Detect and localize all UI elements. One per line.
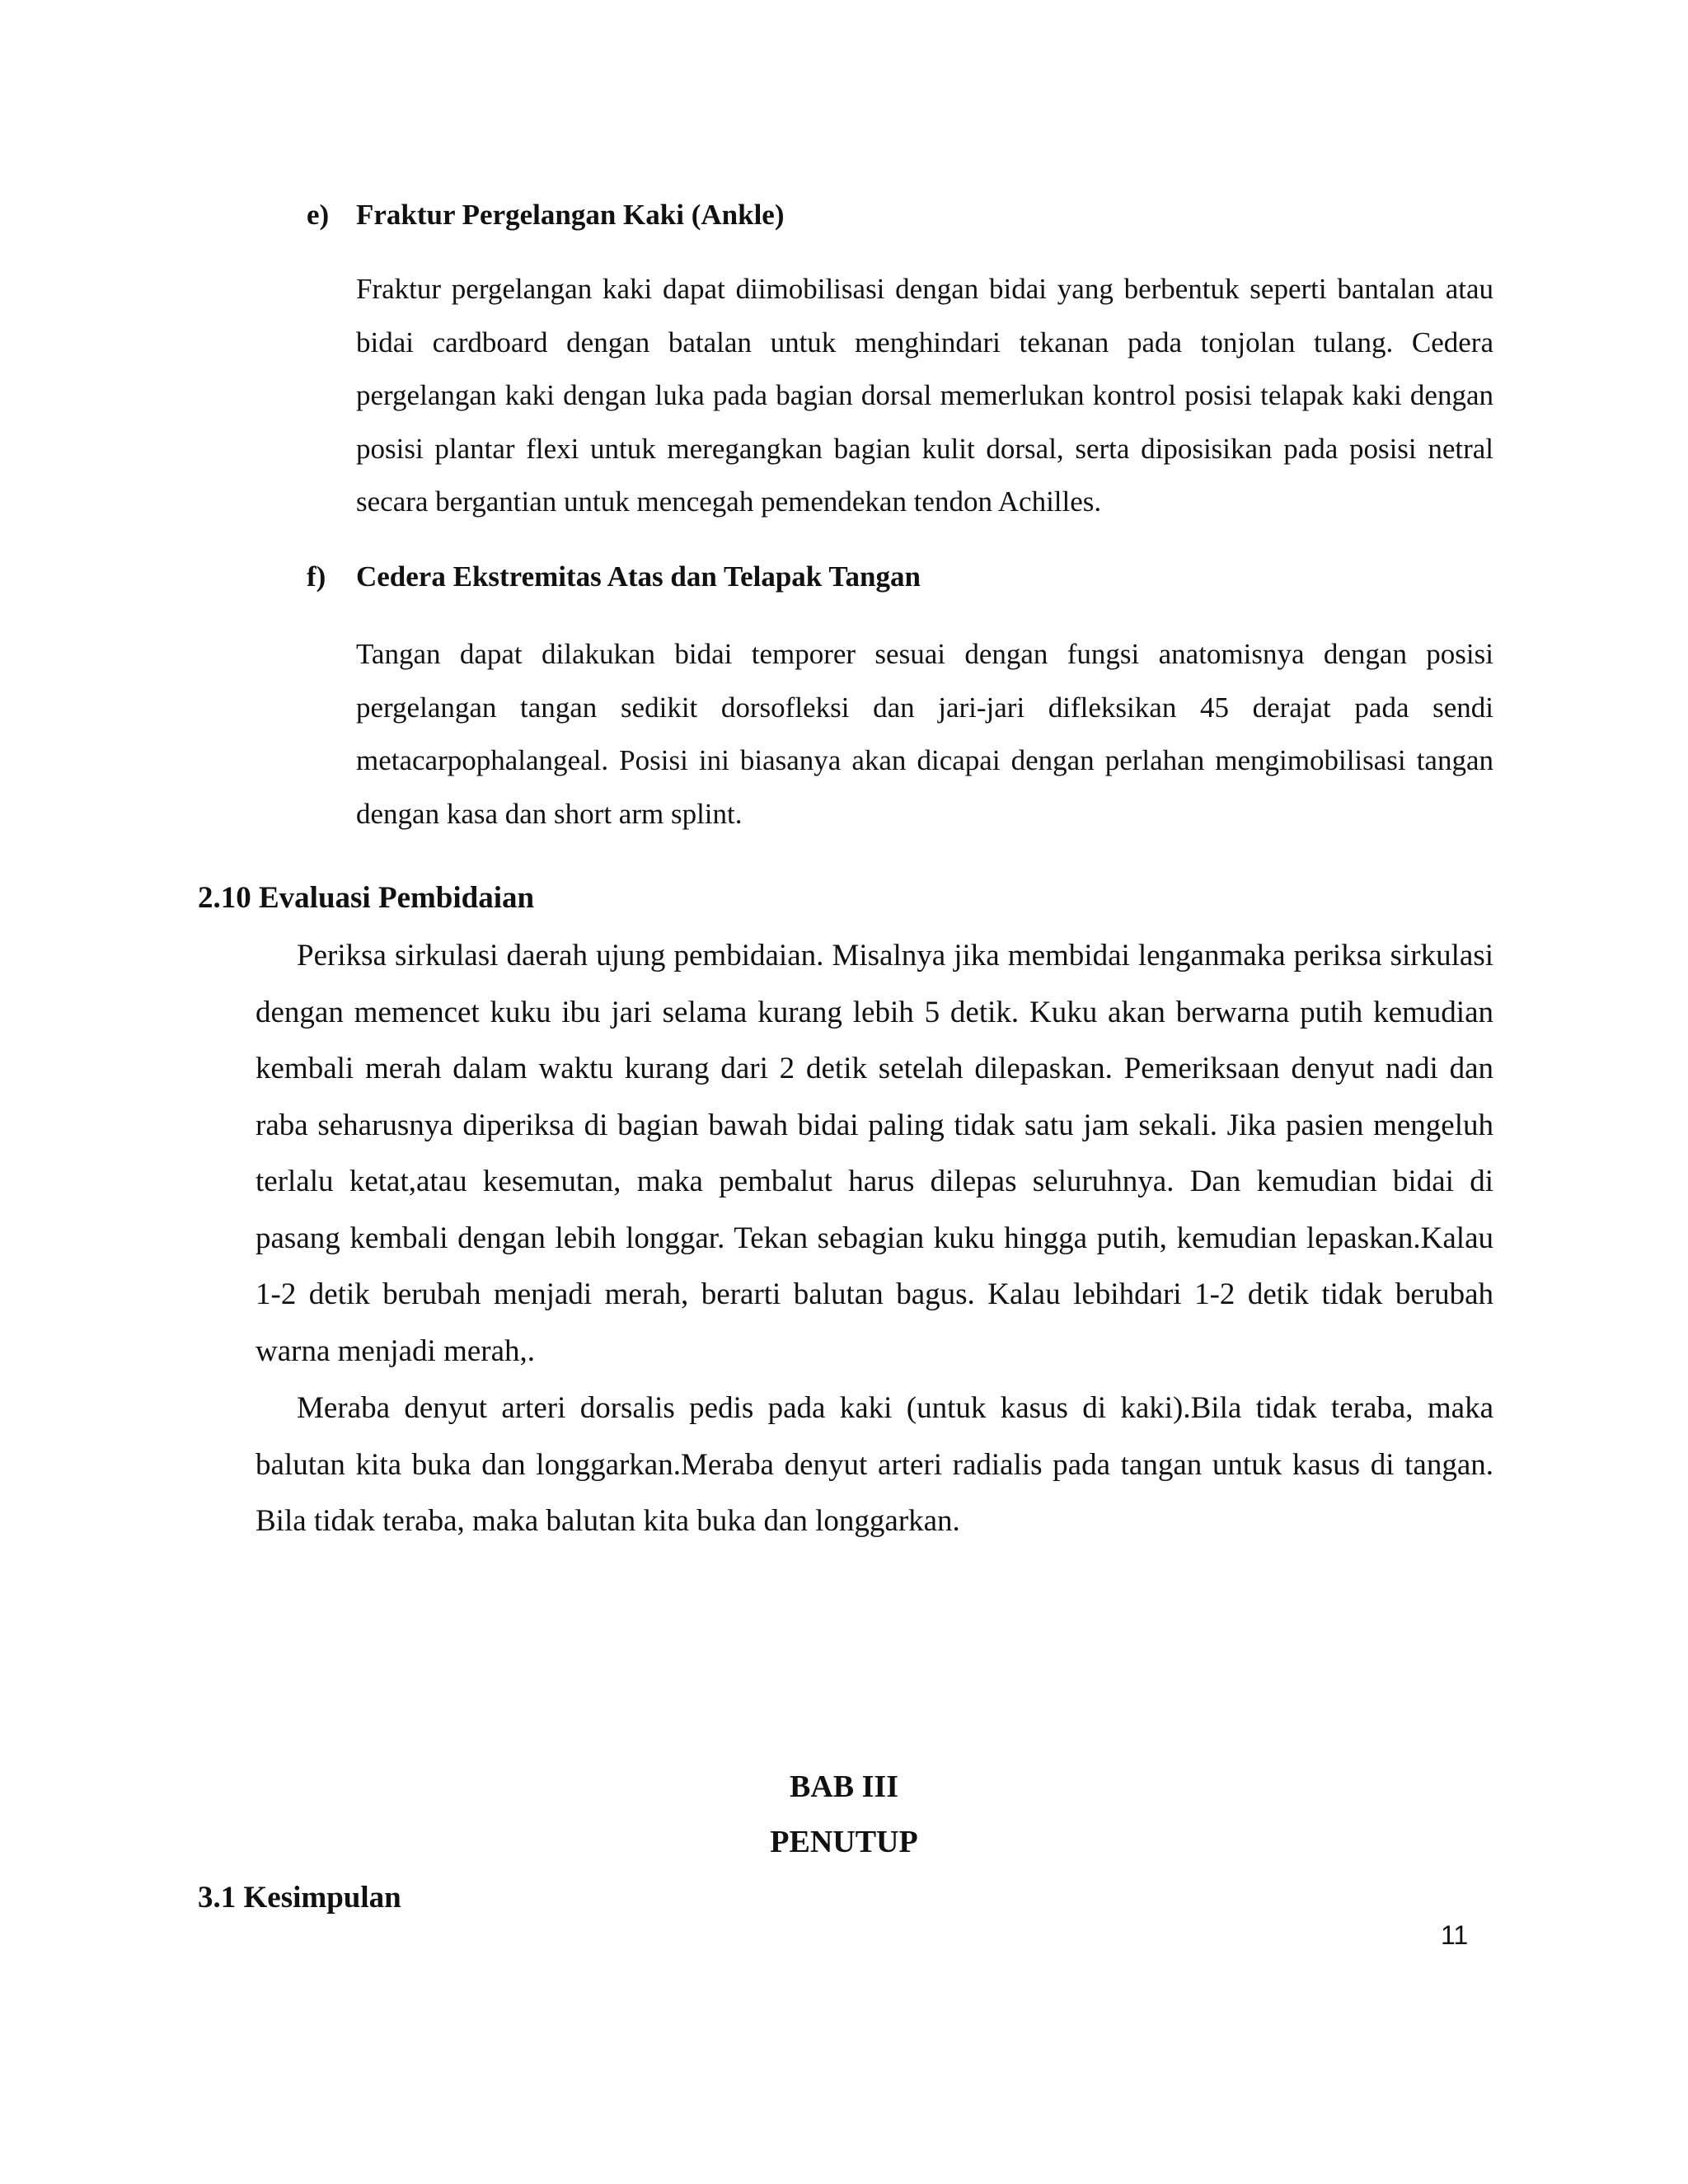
- section-heading-evaluation: 2.10 Evaluasi Pembidaian: [198, 881, 535, 915]
- subsection-heading-upper-extremity: [307, 560, 921, 593]
- subsection-marker: e): [307, 199, 330, 231]
- chapter-number: BAB III: [790, 1769, 898, 1804]
- paragraph-evaluation-1: Periksa sirkulasi daerah ujung pembidaian. Misalnya jika membidai lenganmaka periksa sirkulasi dengan memencet kuku ibu jari selama kurang lebih 5 detik. Kuku akan berwarna putih kemudian kembali merah dalam waktu kurang dari 2 detik setelah dilepaskan. Pemeriksaan denyut nadi dan raba seharusnya diperiksa di bagian bawah bidai paling tidak satu jam sekali. Jika pasien mengeluh terlalu ketat,atau kesemutan, maka pembalut harus dilepas seluruhnya. Dan kemudian bidai di pasang kembali dengan lebih longgar. Tekan sebagian kuku hingga putih, kemudian lepaskan.Kalau 1-2 detik berubah menjadi merah, berarti balutan bagus. Kalau lebihdari 1-2 detik tidak berubah warna menjadi merah,.: [256, 939, 1493, 1368]
- subsection-heading-ankle: [307, 199, 784, 232]
- subsection-title: Cedera Ekstremitas Atas dan Telapak Tangan: [356, 560, 921, 593]
- subsection-marker: f): [307, 560, 326, 593]
- paragraph-ankle: Fraktur pergelangan kaki dapat diimobilisasi dengan bidai yang berbentuk seperti bantalan atau bidai cardboard dengan batalan untuk menghindari tekanan pada tonjolan tulang. Cedera pergelangan kaki dengan luka pada bagian dorsal memerlukan kontrol posisi telapak kaki dengan posisi plantar flexi untuk meregangkan bagian kulit dorsal, serta diposisikan pada posisi netral secara bergantian untuk mencegah pemendekan tendon Achilles.: [356, 273, 1493, 518]
- section-heading-conclusion: 3.1 Kesimpulan: [198, 1881, 401, 1915]
- subsection-title: Fraktur Pergelangan Kaki (Ankle): [356, 199, 785, 231]
- page-number: 11: [1441, 1920, 1469, 1950]
- paragraph-upper-extremity: Tangan dapat dilakukan bidai temporer sesuai dengan fungsi anatomisnya dengan posisi pergelangan tangan sedikit dorsofleksi dan jari-jari difleksikan 45 derajat pada sendi metacarpophalangeal. Posisi ini biasanya akan dicapai dengan perlahan mengimobilisasi tangan dengan kasa dan short arm splint.: [356, 638, 1493, 830]
- paragraph-evaluation-2: Meraba denyut arteri dorsalis pedis pada kaki (untuk kasus di kaki).Bila tidak teraba, maka balutan kita buka dan longgarkan.Meraba denyut arteri radialis pada tangan untuk kasus di tangan. Bila tidak teraba, maka balutan kita buka dan longgarkan.: [256, 1391, 1493, 1538]
- chapter-title: PENUTUP: [770, 1825, 918, 1859]
